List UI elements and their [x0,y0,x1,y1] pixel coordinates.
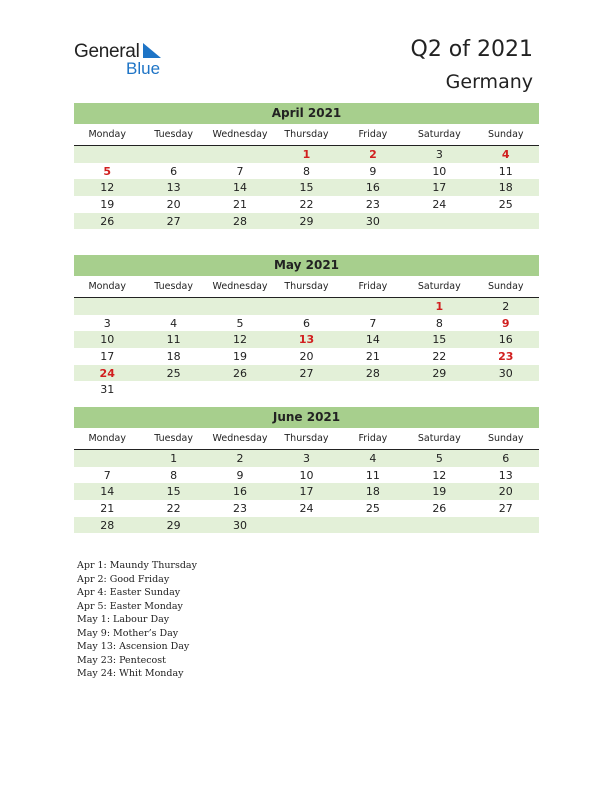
day-cell [273,298,339,315]
weekday-header-row [74,278,539,298]
weekday-label: Tuesday [154,433,193,444]
day-cell: 7 [103,468,111,482]
day-cell: 12 [233,333,248,347]
day-cell: 14 [100,485,115,499]
day-cell: 28 [100,518,115,532]
weekday-label: Monday [88,281,126,292]
month-title: May 2021 [74,255,539,276]
week-row [74,365,539,382]
weekday-label: Monday [88,129,126,140]
week-row [74,500,539,517]
day-cell: 12 [432,468,447,482]
weekday-label: Wednesday [212,433,268,444]
holiday-item: May 13: Ascension Day [77,641,190,652]
day-cell: 24 [299,502,314,516]
day-cell: 27 [299,366,314,380]
day-cell [473,381,539,398]
day-cell: 1 [170,452,178,465]
month-title: June 2021 [74,407,539,428]
week-row [74,146,539,163]
day-cell: 27 [498,502,513,516]
month-may [74,255,539,398]
day-cell: 29 [432,366,447,380]
day-cell: 15 [166,485,181,499]
logo-triangle-icon [141,43,161,59]
week-row [74,467,539,484]
day-cell: 11 [166,333,181,347]
holiday-item: May 23: Pentecost [77,654,166,666]
day-cell: 4 [170,316,178,330]
day-cell: 16 [498,333,513,347]
day-cell [340,298,406,315]
day-cell [273,381,339,398]
week-row [74,381,539,398]
week-row [74,179,539,196]
holiday-item: Apr 4: Easter Sunday [77,587,181,598]
day-cell: 30 [365,214,380,228]
weekday-label: Monday [88,433,126,444]
day-cell: 16 [365,181,380,195]
holiday-day-cell: 13 [298,333,315,347]
weekday-label: Friday [358,281,388,292]
day-cell [207,298,273,315]
holiday-day-cell: 5 [103,164,112,178]
week-row [74,315,539,332]
day-cell: 13 [498,468,513,482]
day-cell: 30 [233,518,248,532]
day-cell: 21 [100,502,115,516]
day-cell [406,213,472,230]
holiday-item: May 24: Whit Monday [77,668,184,679]
day-cell [340,381,406,398]
holiday-item: Apr 1: Maundy Thursday [77,560,197,571]
day-cell: 18 [166,350,181,364]
day-cell: 17 [100,350,115,364]
day-cell: 12 [100,181,115,195]
week-row [74,348,539,365]
holiday-day-cell: 4 [501,148,510,161]
day-cell [140,298,206,315]
week-row [74,163,539,180]
weekday-label: Saturday [417,433,461,444]
weekday-header-row [74,430,539,450]
day-cell: 6 [170,164,178,178]
holiday-list [77,559,197,681]
day-cell: 21 [365,350,380,364]
day-cell: 18 [365,485,380,499]
month-april [74,103,539,229]
day-cell: 2 [236,452,244,465]
day-cell [207,146,273,163]
day-cell: 18 [498,181,513,195]
day-cell: 26 [100,214,115,228]
day-cell [473,517,539,534]
day-cell: 8 [435,316,443,330]
day-cell: 20 [498,485,513,499]
weekday-label: Thursday [284,129,329,140]
day-cell: 20 [166,198,181,212]
day-cell [340,517,406,534]
day-cell [273,517,339,534]
day-cell: 9 [369,164,377,178]
day-cell: 21 [233,198,248,212]
weekday-label: Wednesday [212,281,268,292]
day-cell: 26 [233,366,248,380]
weekday-label: Thursday [284,433,329,444]
holiday-item: May 9: Mother’s Day [77,627,179,639]
logo-text-general: General [74,41,140,62]
day-cell: 8 [170,468,178,482]
day-cell: 17 [432,181,447,195]
day-cell: 29 [299,214,314,228]
day-cell: 25 [166,366,181,380]
day-cell: 5 [435,452,443,465]
day-cell: 6 [502,452,510,465]
day-cell: 28 [233,214,248,228]
weekday-label: Saturday [417,129,461,140]
day-cell: 3 [103,316,111,330]
day-cell: 16 [233,485,248,499]
day-cell: 15 [432,333,447,347]
day-cell [406,517,472,534]
day-cell: 23 [365,198,380,212]
day-cell: 28 [365,366,380,380]
week-row [74,483,539,500]
day-cell: 9 [236,468,244,482]
day-cell: 30 [498,366,513,380]
day-cell: 10 [432,164,447,178]
day-cell: 22 [166,502,181,516]
week-row [74,450,539,467]
day-cell: 19 [100,198,115,212]
month-june [74,407,539,533]
day-cell: 5 [236,316,244,330]
week-row [74,517,539,534]
holiday-day-cell: 1 [435,300,444,313]
logo [74,40,174,80]
holiday-day-cell: 1 [302,148,311,161]
day-cell: 15 [299,181,314,195]
weekday-label: Friday [358,129,388,140]
weekday-label: Sunday [487,433,524,444]
weekday-label: Thursday [284,281,329,292]
day-cell: 17 [299,485,314,499]
day-cell: 19 [432,485,447,499]
weekday-label: Sunday [487,281,524,292]
weekday-label: Saturday [417,281,461,292]
day-cell: 11 [365,468,380,482]
day-cell: 25 [365,502,380,516]
day-cell [74,146,140,163]
week-row [74,196,539,213]
day-cell: 20 [299,350,314,364]
day-cell: 22 [432,350,447,364]
weekday-header-row [74,126,539,146]
day-cell: 7 [236,164,244,178]
holiday-item: May 1: Labour Day [77,614,170,625]
week-row [74,298,539,315]
holiday-item: Apr 5: Easter Monday [77,600,183,612]
page-title: Q2 of 2021 [410,37,533,62]
day-cell [406,381,472,398]
logo-text-blue: Blue [126,59,161,78]
day-cell: 29 [166,518,181,532]
day-cell: 11 [498,164,513,178]
day-cell: 26 [432,502,447,516]
day-cell [140,146,206,163]
day-cell: 14 [233,181,248,195]
holiday-day-cell: 24 [99,366,115,380]
day-cell [74,298,140,315]
weekday-label: Wednesday [212,129,268,140]
day-cell: 19 [233,350,248,364]
day-cell: 3 [435,148,443,161]
day-cell: 4 [369,452,377,465]
holiday-day-cell: 2 [369,148,377,161]
week-row [74,213,539,230]
day-cell [473,213,539,230]
day-cell: 31 [100,383,115,397]
weekday-label: Sunday [487,129,524,140]
day-cell: 25 [498,198,513,212]
day-cell: 23 [233,502,248,516]
day-cell: 8 [302,164,310,178]
country-label: Germany [445,71,533,93]
day-cell: 14 [365,333,380,347]
day-cell: 7 [369,316,377,330]
holiday-day-cell: 23 [498,350,514,364]
weekday-label: Friday [358,433,388,444]
month-title: April 2021 [74,103,539,124]
day-cell: 27 [166,214,181,228]
weekday-label: Tuesday [154,129,193,140]
day-cell [74,450,140,467]
day-cell [140,381,206,398]
day-cell: 6 [302,316,310,330]
day-cell: 22 [299,198,314,212]
day-cell: 10 [299,468,314,482]
week-row [74,331,539,348]
holiday-item: Apr 2: Good Friday [77,573,170,585]
day-cell: 13 [166,181,181,195]
day-cell: 10 [100,333,115,347]
day-cell: 3 [302,452,310,465]
weekday-label: Tuesday [154,281,193,292]
day-cell: 24 [432,198,447,212]
day-cell [207,381,273,398]
day-cell: 2 [502,300,510,313]
holiday-day-cell: 9 [501,316,510,330]
